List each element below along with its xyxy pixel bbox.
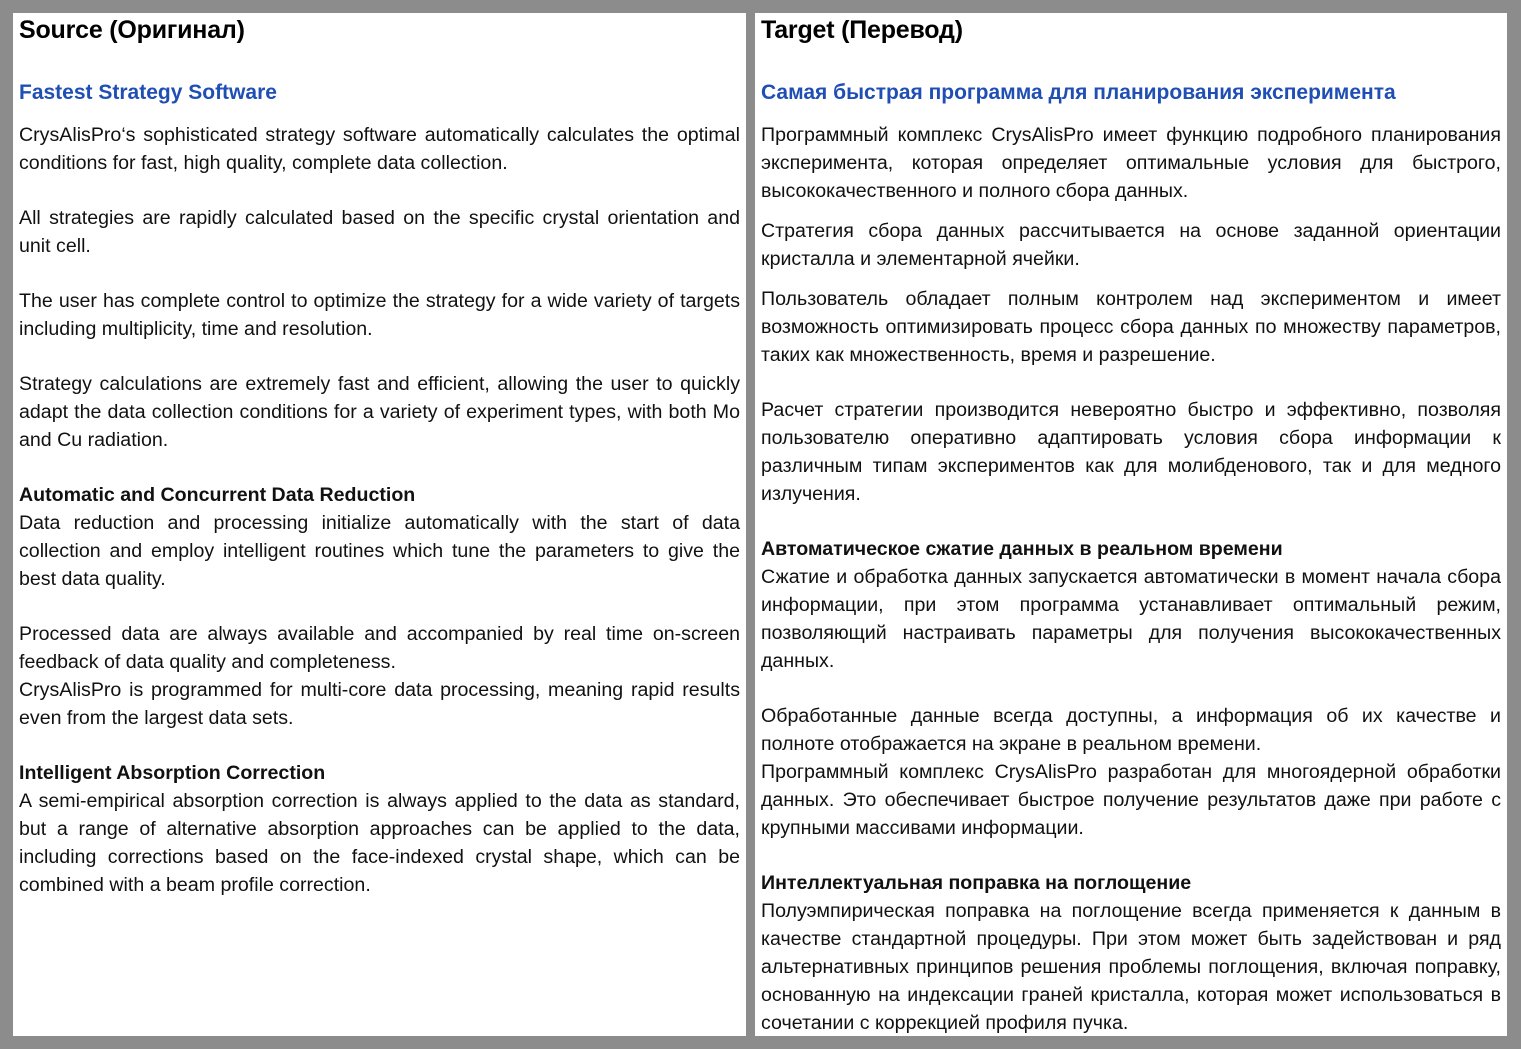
source-paragraph: All strategies are rapidly calculated based on the specific crystal orientation and unit cell. xyxy=(19,207,740,257)
source-paragraph: CrysAlisPro‘s sophisticated strategy software automatically calculates the optimal conditions for fast, high quality, complete data collection. xyxy=(19,124,740,174)
source-paragraph: The user has complete control to optimize the strategy for a wide variety of targets including multiplicity, time and resolution. xyxy=(19,290,740,340)
target-section-heading: Самая быстрая программа для планирования эксперимента xyxy=(761,81,1396,104)
target-paragraph: Программный комплекс CrysAlisPro разработан для многоядерной обработки данных. Это обеспечивает быстрое получение результатов даже при работе с крупными массивами информации. xyxy=(761,761,1501,839)
target-paragraph: Программный комплекс CrysAlisPro имеет функцию подробного планирования эксперимента, которая определяет оптимальные условия для быстрого, высококачественного и полного сбора данных. xyxy=(761,124,1501,202)
source-paragraph: Data reduction and processing initialize automatically with the start of data collection and employ intelligent routines which tune the parameters to give the best data quality. xyxy=(19,512,740,590)
target-paragraph: Пользователь обладает полным контролем над экспериментом и имеет возможность оптимизировать процесс сбора данных по множеству параметров, таких как множественность, время и разрешение. xyxy=(761,288,1501,366)
target-panel-title: Target (Перевод) xyxy=(761,16,963,44)
target-data-reduction-heading: Автоматическое сжатие данных в реальном времени xyxy=(761,538,1283,560)
source-paragraph: Processed data are always available and accompanied by real time on-screen feedback of data quality and completeness. xyxy=(19,623,740,673)
source-section-heading: Fastest Strategy Software xyxy=(19,81,277,104)
source-panel-title: Source (Оригинал) xyxy=(19,16,245,44)
target-paragraph: Полуэмпирическая поправка на поглощение всегда применяется к данным в качестве стандартной процедуры. При этом может быть задействован и ряд альтернативных принципов решения проблемы поглощения, включая поправку, основанную на индексации граней кристалла, которая может использоваться в сочетании с коррекцией профиля пучка. xyxy=(761,900,1501,1034)
source-paragraph: CrysAlisPro is programmed for multi-core data processing, meaning rapid results even from the largest data sets. xyxy=(19,679,740,729)
source-panel xyxy=(13,13,746,1036)
target-paragraph: Сжатие и обработка данных запускается автоматически в момент начала сбора информации, при этом программа устанавливает оптимальный режим, позволяющий настраивать параметры для получения высококачественных данных. xyxy=(761,566,1501,672)
target-paragraph: Стратегия сбора данных рассчитывается на основе заданной ориентации кристалла и элементарной ячейки. xyxy=(761,220,1501,270)
target-panel xyxy=(755,13,1507,1036)
source-data-reduction-heading: Automatic and Concurrent Data Reduction xyxy=(19,484,416,506)
target-paragraph: Обработанные данные всегда доступны, а информация об их качестве и полноте отображается на экране в реальном времени. xyxy=(761,705,1501,755)
source-absorption-heading: Intelligent Absorption Correction xyxy=(19,762,326,784)
target-absorption-heading: Интеллектуальная поправка на поглощение xyxy=(761,872,1192,894)
source-paragraph: A semi-empirical absorption correction is always applied to the data as standard, but a range of alternative absorption approaches can be applied to the data, including corrections based on the face-indexed crystal shape, which can be combined with a beam profile correction. xyxy=(19,790,740,896)
source-paragraph: Strategy calculations are extremely fast and efficient, allowing the user to quickly adapt the data collection conditions for a variety of experiment types, with both Mo and Cu radiation. xyxy=(19,373,740,451)
target-paragraph: Расчет стратегии производится невероятно быстро и эффективно, позволяя пользователю оперативно адаптировать условия сбора информации к различным типам экспериментов как для молибденового, так и для медного излучения. xyxy=(761,399,1501,505)
